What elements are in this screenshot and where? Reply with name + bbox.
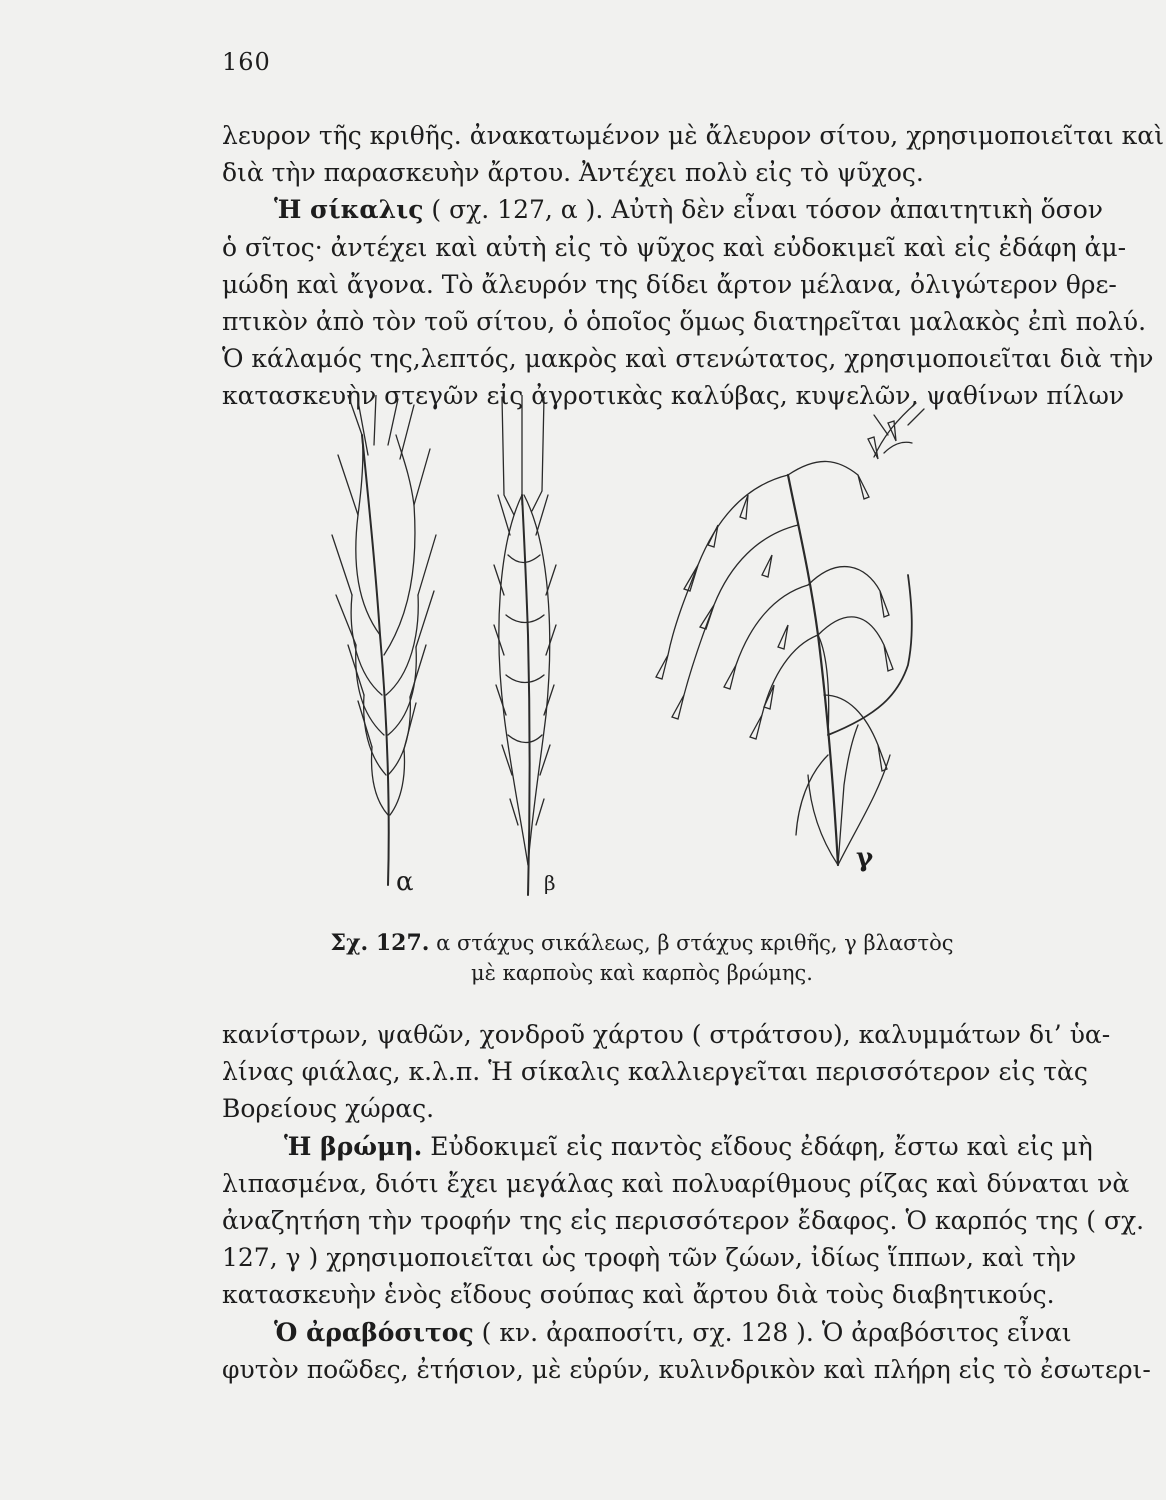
text-line: ὁ σῖτος· ἀντέχει καὶ αὐτὴ εἰς τὸ ψῦχος καὶ εὐδοκιμεῖ καὶ εἰς ἐδάφη ἀμ-	[222, 232, 1127, 262]
text-line: μώδη καὶ ἄγονα. Τὸ ἄλευρόν της δίδει ἄρτον μέλανα, ὀλιγώτερον θρε-	[222, 269, 1117, 299]
text-line: Ἡ βρώμη. Εὐδοκιμεῖ εἰς παντὸς εἴδους ἐδάφη, ἔστω καὶ εἰς μὴ	[284, 1131, 1093, 1161]
upper-text-block	[222, 117, 1164, 415]
figure-label-c: γ	[856, 843, 874, 873]
cereal-illustration	[318, 395, 1088, 915]
text-line: λευρον τῆς κριθῆς. ἀνακατωμένον μὲ ἄλευρον σίτου, χρησιμοποιεῖται καὶ	[222, 121, 1164, 150]
page-number: 160	[222, 48, 271, 76]
text-line: 127, γ ) χρησιμοποιεῖται ὡς τροφὴ τῶν ζώων, ἰδίως ἵππων, καὶ τὴν	[222, 1243, 1077, 1273]
text-line: ἀναζητήση τὴν τροφήν της εἰς περισσότερον ἔδαφος. Ὁ καρπός της ( σχ.	[222, 1206, 1145, 1236]
text-line: λίνας φιάλας, κ.λ.π. Ἡ σίκαλις καλλιεργεῖται περισσότερον εἰς τὰς	[222, 1057, 1088, 1087]
section-heading-oat: Ἡ βρώμη.	[284, 1131, 423, 1161]
caption-line-2: μὲ καρποὺς καὶ καρπὸς βρώμης.	[471, 961, 813, 985]
text-line: κατασκευὴν ἑνὸς εἴδους σούπας καὶ ἄρτου διὰ τοὺς διαβητικούς.	[222, 1280, 1055, 1310]
text-line: κανίστρων, ψαθῶν, χονδροῦ χάρτου ( στράτσου), καλυμμάτων δι’ ὑα-	[222, 1020, 1111, 1049]
section-heading-maize: Ὁ ἀραβόσιτος	[274, 1317, 474, 1347]
text-line: Ὁ κάλαμός της,λεπτός, μακρὸς καὶ στενώτατος, χρησιμοποιεῖται διὰ τὴν	[222, 344, 1154, 374]
caption-line-1: Σχ. 127. α στάχυς σικάλεως, β στάχυς κριθῆς, γ βλαστὸς	[330, 930, 954, 956]
text-line: λιπασμένα, διότι ἔχει μεγάλας καὶ πολυαρίθμους ρίζας καὶ δύναται νὰ	[222, 1168, 1130, 1198]
oat-shoot-drawing	[656, 403, 924, 865]
text-line: διὰ τὴν παρασκευὴν ἄρτου. Ἀντέχει πολὺ εἰς τὸ ψῦχος.	[222, 158, 924, 188]
text-line: Ἡ σίκαλις ( σχ. 127, α ). Αὐτὴ δὲν εἶναι τόσον ἀπαιτητικὴ ὅσον	[274, 195, 1103, 225]
rye-spike-drawing	[332, 395, 436, 885]
caption-figure-number: Σχ. 127.	[330, 930, 430, 956]
figure-127	[318, 395, 1088, 915]
text-line: κατασκευὴν στεγῶν εἰς ἀγροτικὰς καλύβας, κυψελῶν, ψαθίνων πίλων	[222, 381, 1125, 411]
text-line: Ὁ ἀραβόσιτος ( κν. ἀραποσίτι, σχ. 128 ). Ὁ ἀραβόσιτος εἶναι	[274, 1317, 1072, 1347]
section-heading-rye: Ἡ σίκαλις	[274, 195, 424, 225]
text-line: Βορείους χώρας.	[222, 1094, 435, 1124]
text-line: φυτὸν ποῶδες, ἐτήσιον, μὲ εὐρύν, κυλινδρικὸν καὶ πλήρη εἰς τὸ ἐσωτερι-	[222, 1354, 1151, 1384]
barley-spike-drawing	[494, 395, 556, 895]
figure-label-b: β	[544, 871, 556, 895]
text-line: πτικὸν ἀπὸ τὸν τοῦ σίτου, ὁ ὁποῖος ὅμως διατηρεῖται μαλακὸς ἐπὶ πολύ.	[222, 307, 1147, 337]
figure-label-a: α	[396, 867, 414, 897]
lower-text-block	[222, 1016, 1151, 1388]
figure-caption	[222, 928, 1062, 988]
